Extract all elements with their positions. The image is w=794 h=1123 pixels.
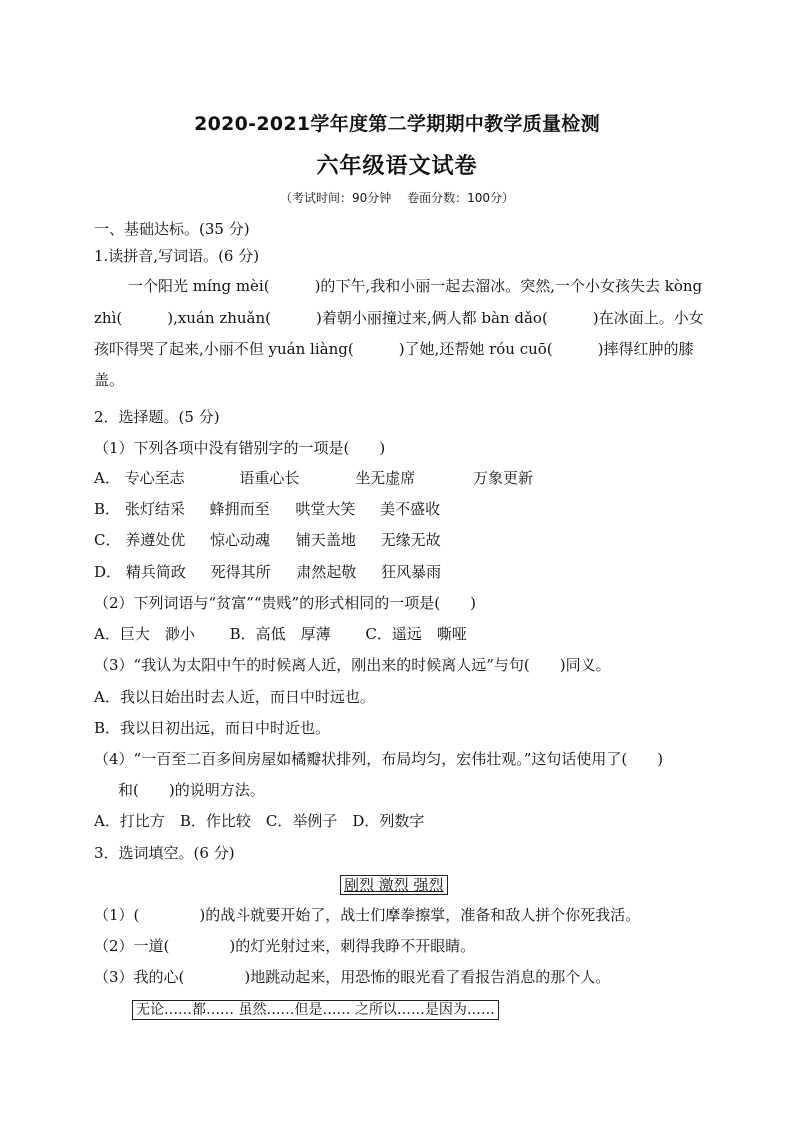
word-choice-box: 剧烈 激烈 强烈 <box>340 875 448 895</box>
q3-item-3: （3）我的心( )地跳动起来，用恐怖的眼光看了看报告消息的那个人。 <box>94 968 611 986</box>
q2-2-prompt: （2）下列词语与“贫富”“贵贱”的形式相同的一项是( ) <box>94 594 476 612</box>
exam-title: 2020-2021学年度第二学期期中教学质量检测 <box>194 113 600 135</box>
q2-title: 2．选择题。(5 分) <box>94 408 220 426</box>
option-label: D． <box>94 563 122 581</box>
q2-1-prompt: （1）下列各项中没有错别字的一项是( ) <box>94 439 386 457</box>
option-word: 坐无虚席 <box>355 469 416 487</box>
q2-4-prompt: （4）“一百至二百多间房屋如橘瓣状排列，布局均匀，宏伟壮观。”这句话使用了( ) <box>94 750 664 768</box>
q2-1-option-b <box>94 499 440 519</box>
q3-item-2: （2）一道( )的灯光射过来，刺得我睁不开眼睛。 <box>94 937 476 955</box>
option-word: 狂风暴雨 <box>381 563 442 581</box>
option-word: 肃然起敬 <box>296 563 357 581</box>
option-word: 蜂拥而至 <box>209 500 270 518</box>
option-word: 养遵处优 <box>125 531 186 549</box>
option-word: 专心至志 <box>124 469 185 487</box>
option-word: 万象更新 <box>472 469 533 487</box>
option-word: 无缘无故 <box>380 531 441 549</box>
option-word: 铺天盖地 <box>295 531 356 549</box>
q1-title: 1.读拼音,写词语。(6 分) <box>94 247 260 265</box>
option-word: 语重心长 <box>239 469 300 487</box>
exam-info: （考试时间：90分钟 卷面分数：100分） <box>280 191 514 205</box>
option-word: 美不盛收 <box>380 500 441 518</box>
option-word: 精兵简政 <box>125 563 186 581</box>
option-label: C． <box>94 531 121 549</box>
option-label: A． <box>94 469 120 487</box>
q2-3-prompt: （3）“我认为太阳中午的时候离人近，刚出来的时候离人远”与句( )同义。 <box>94 656 611 674</box>
option-word: 张灯结采 <box>124 500 185 518</box>
q1-line-1: 一个阳光 míng mèi( )的下午,我和小丽一起去溜冰。突然,一个小女孩失去 kòng <box>128 277 703 295</box>
section-heading: 一、基础达标。(35 分) <box>94 220 250 238</box>
exam-subtitle: 六年级语文试卷 <box>316 154 478 179</box>
q1-line-3: 孩吓得哭了起来,小丽不但 yuán liàng( )了她,还帮她 róu cuō( )摔得红肿的膝 <box>94 340 694 358</box>
q2-3-option-b: B．我以日初出远，而日中时近也。 <box>94 719 331 737</box>
q2-1-option-d <box>94 562 441 582</box>
conjunction-box: 无论……都…… 虽然……但是…… 之所以……是因为…… <box>132 1000 499 1020</box>
option-label: B． <box>94 500 121 518</box>
q2-2-options: A．巨大 渺小 B．高低 厚薄 C．遥远 嘶哑 <box>94 625 467 643</box>
option-word: 死得其所 <box>210 563 271 581</box>
option-word: 惊心动魂 <box>210 531 271 549</box>
q2-1-option-a <box>94 468 533 488</box>
q3-item-1: （1）( )的战斗就要开始了，战士们摩拳擦掌，准备和敌人拼个你死我活。 <box>94 906 641 924</box>
q2-1-option-c <box>94 530 441 550</box>
q1-line-2: zhì( ),xuán zhuǎn( )着朝小丽撞过来,俩人都 bàn dǎo( )在冰面上。小女 <box>94 309 704 327</box>
q2-4-options: A．打比方 B．作比较 C．举例子 D．列数字 <box>94 812 425 830</box>
q1-line-4: 盖。 <box>94 371 125 389</box>
option-word: 哄堂大笑 <box>295 500 356 518</box>
q2-3-option-a: A．我以日始出时去人近，而日中时远也。 <box>94 688 375 706</box>
q3-title: 3．选词填空。(6 分) <box>94 844 235 862</box>
q2-4-prompt-cont: 和( )的说明方法。 <box>118 781 265 799</box>
